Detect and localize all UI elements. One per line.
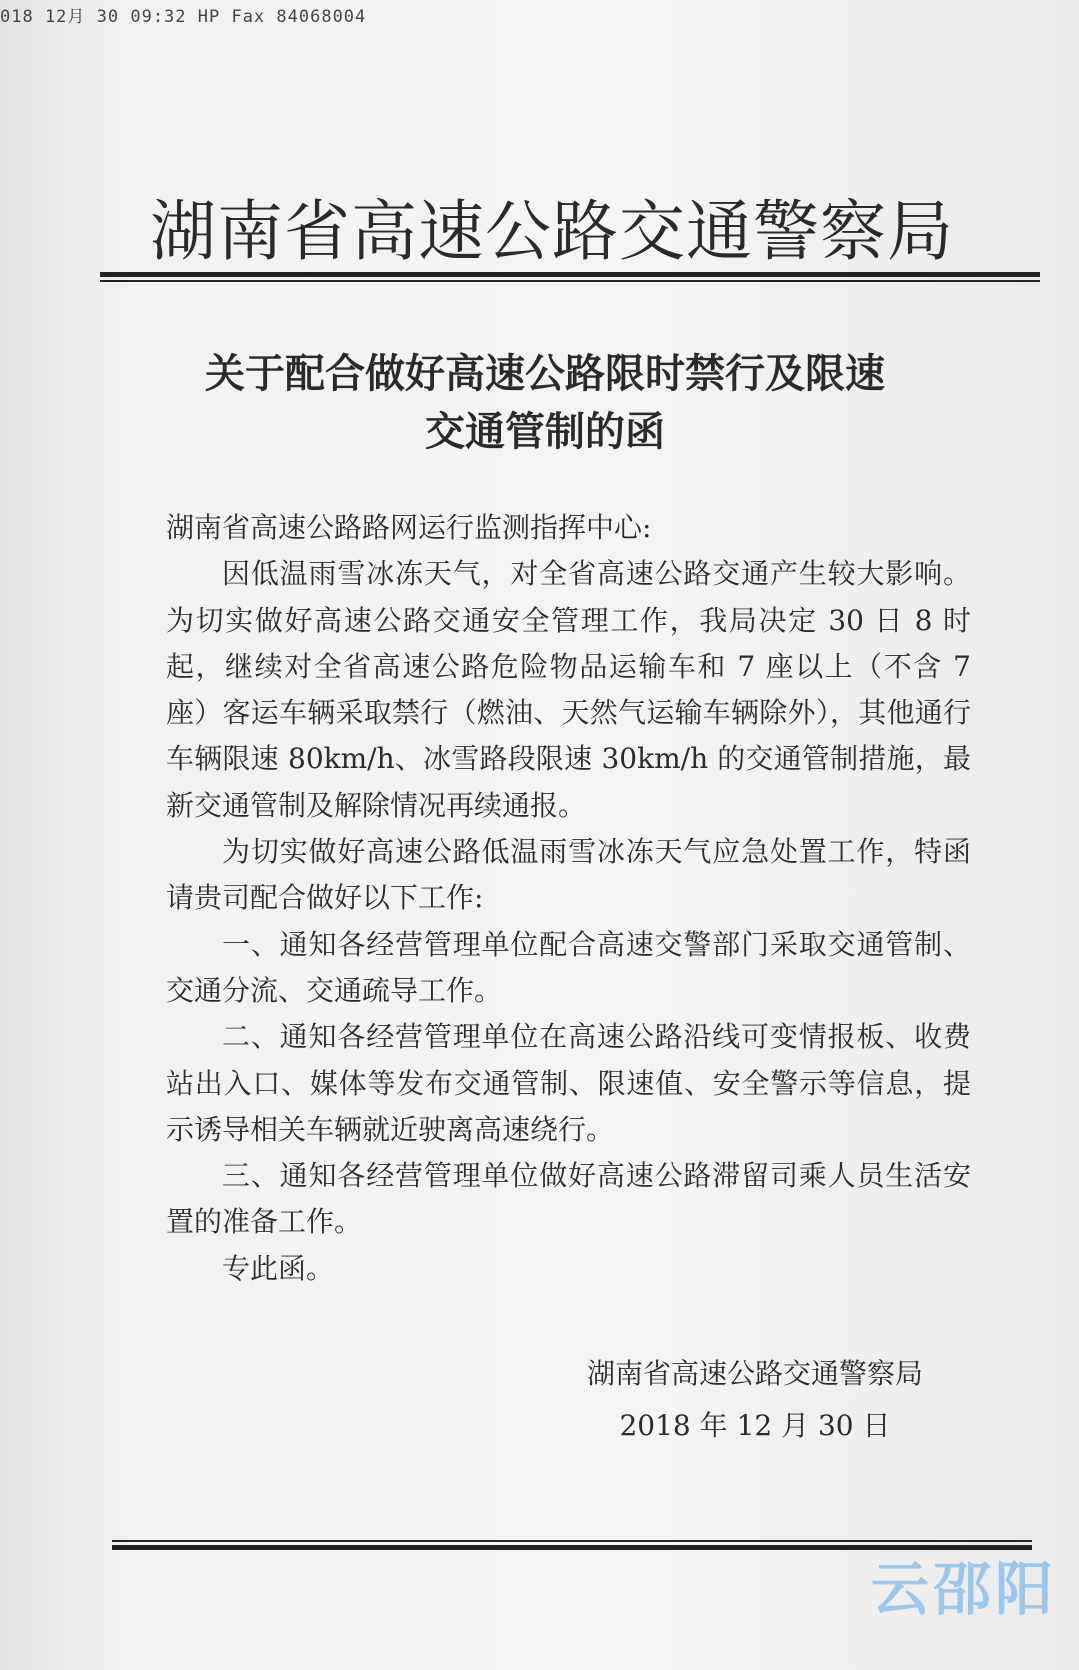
fax-header: 018 12月 30 09:32 HP Fax 84068004 (0, 7, 367, 27)
org-header: 湖南省高速公路交通警察局 (150, 193, 954, 270)
item-3: 三、通知各经营管理单位做好高速公路滞留司乘人员生活安置的准备工作。 (166, 1159, 971, 1239)
closing: 专此函。 (222, 1251, 335, 1285)
title-line-2: 交通管制的函 (425, 409, 665, 455)
signature-block (540, 1348, 970, 1452)
title-line-1: 关于配合做好高速公路限时禁行及限速 (205, 351, 885, 397)
paragraph-1: 因低温雨雪冰冻天气，对全省高速公路交通产生较大影响。为切实做好高速公路交通安全管理工作，我局决定 30 日 8 时起，继续对全省高速公路危险物品运输车和 7 座以上（不含 7 座）客运车辆采取禁行（燃油、天然气运输车辆除外），其他通行车辆限速 80km/h、冰雪路段限速 30km/h 的交通管制措施，最新交通管制及解除情况再续通报。 (166, 557, 971, 822)
watermark-logo: 云邵阳 (870, 1555, 1057, 1623)
signature-org: 湖南省高速公路交通警察局 (586, 1357, 923, 1390)
item-2: 二、通知各经营管理单位在高速公路沿线可变情报板、收费站出入口、媒体等发布交通管制、限速值、安全警示等信息，提示诱导相关车辆就近驶离高速绕行。 (166, 1020, 971, 1146)
item-1: 一、通知各经营管理单位配合高速交警部门采取交通管制、交通分流、交通疏导工作。 (166, 927, 971, 1007)
header-rule (100, 272, 1040, 280)
letter-body (166, 505, 971, 1292)
paragraph-2: 为切实做好高速公路低温雨雪冰冻天气应急处置工作，特函请贵司配合做好以下工作: (166, 835, 971, 915)
signature-date: 2018 年 12 月 30 日 (619, 1409, 891, 1442)
letter-title (120, 345, 970, 461)
salutation: 湖南省高速公路路网运行监测指挥中心: (166, 511, 652, 544)
